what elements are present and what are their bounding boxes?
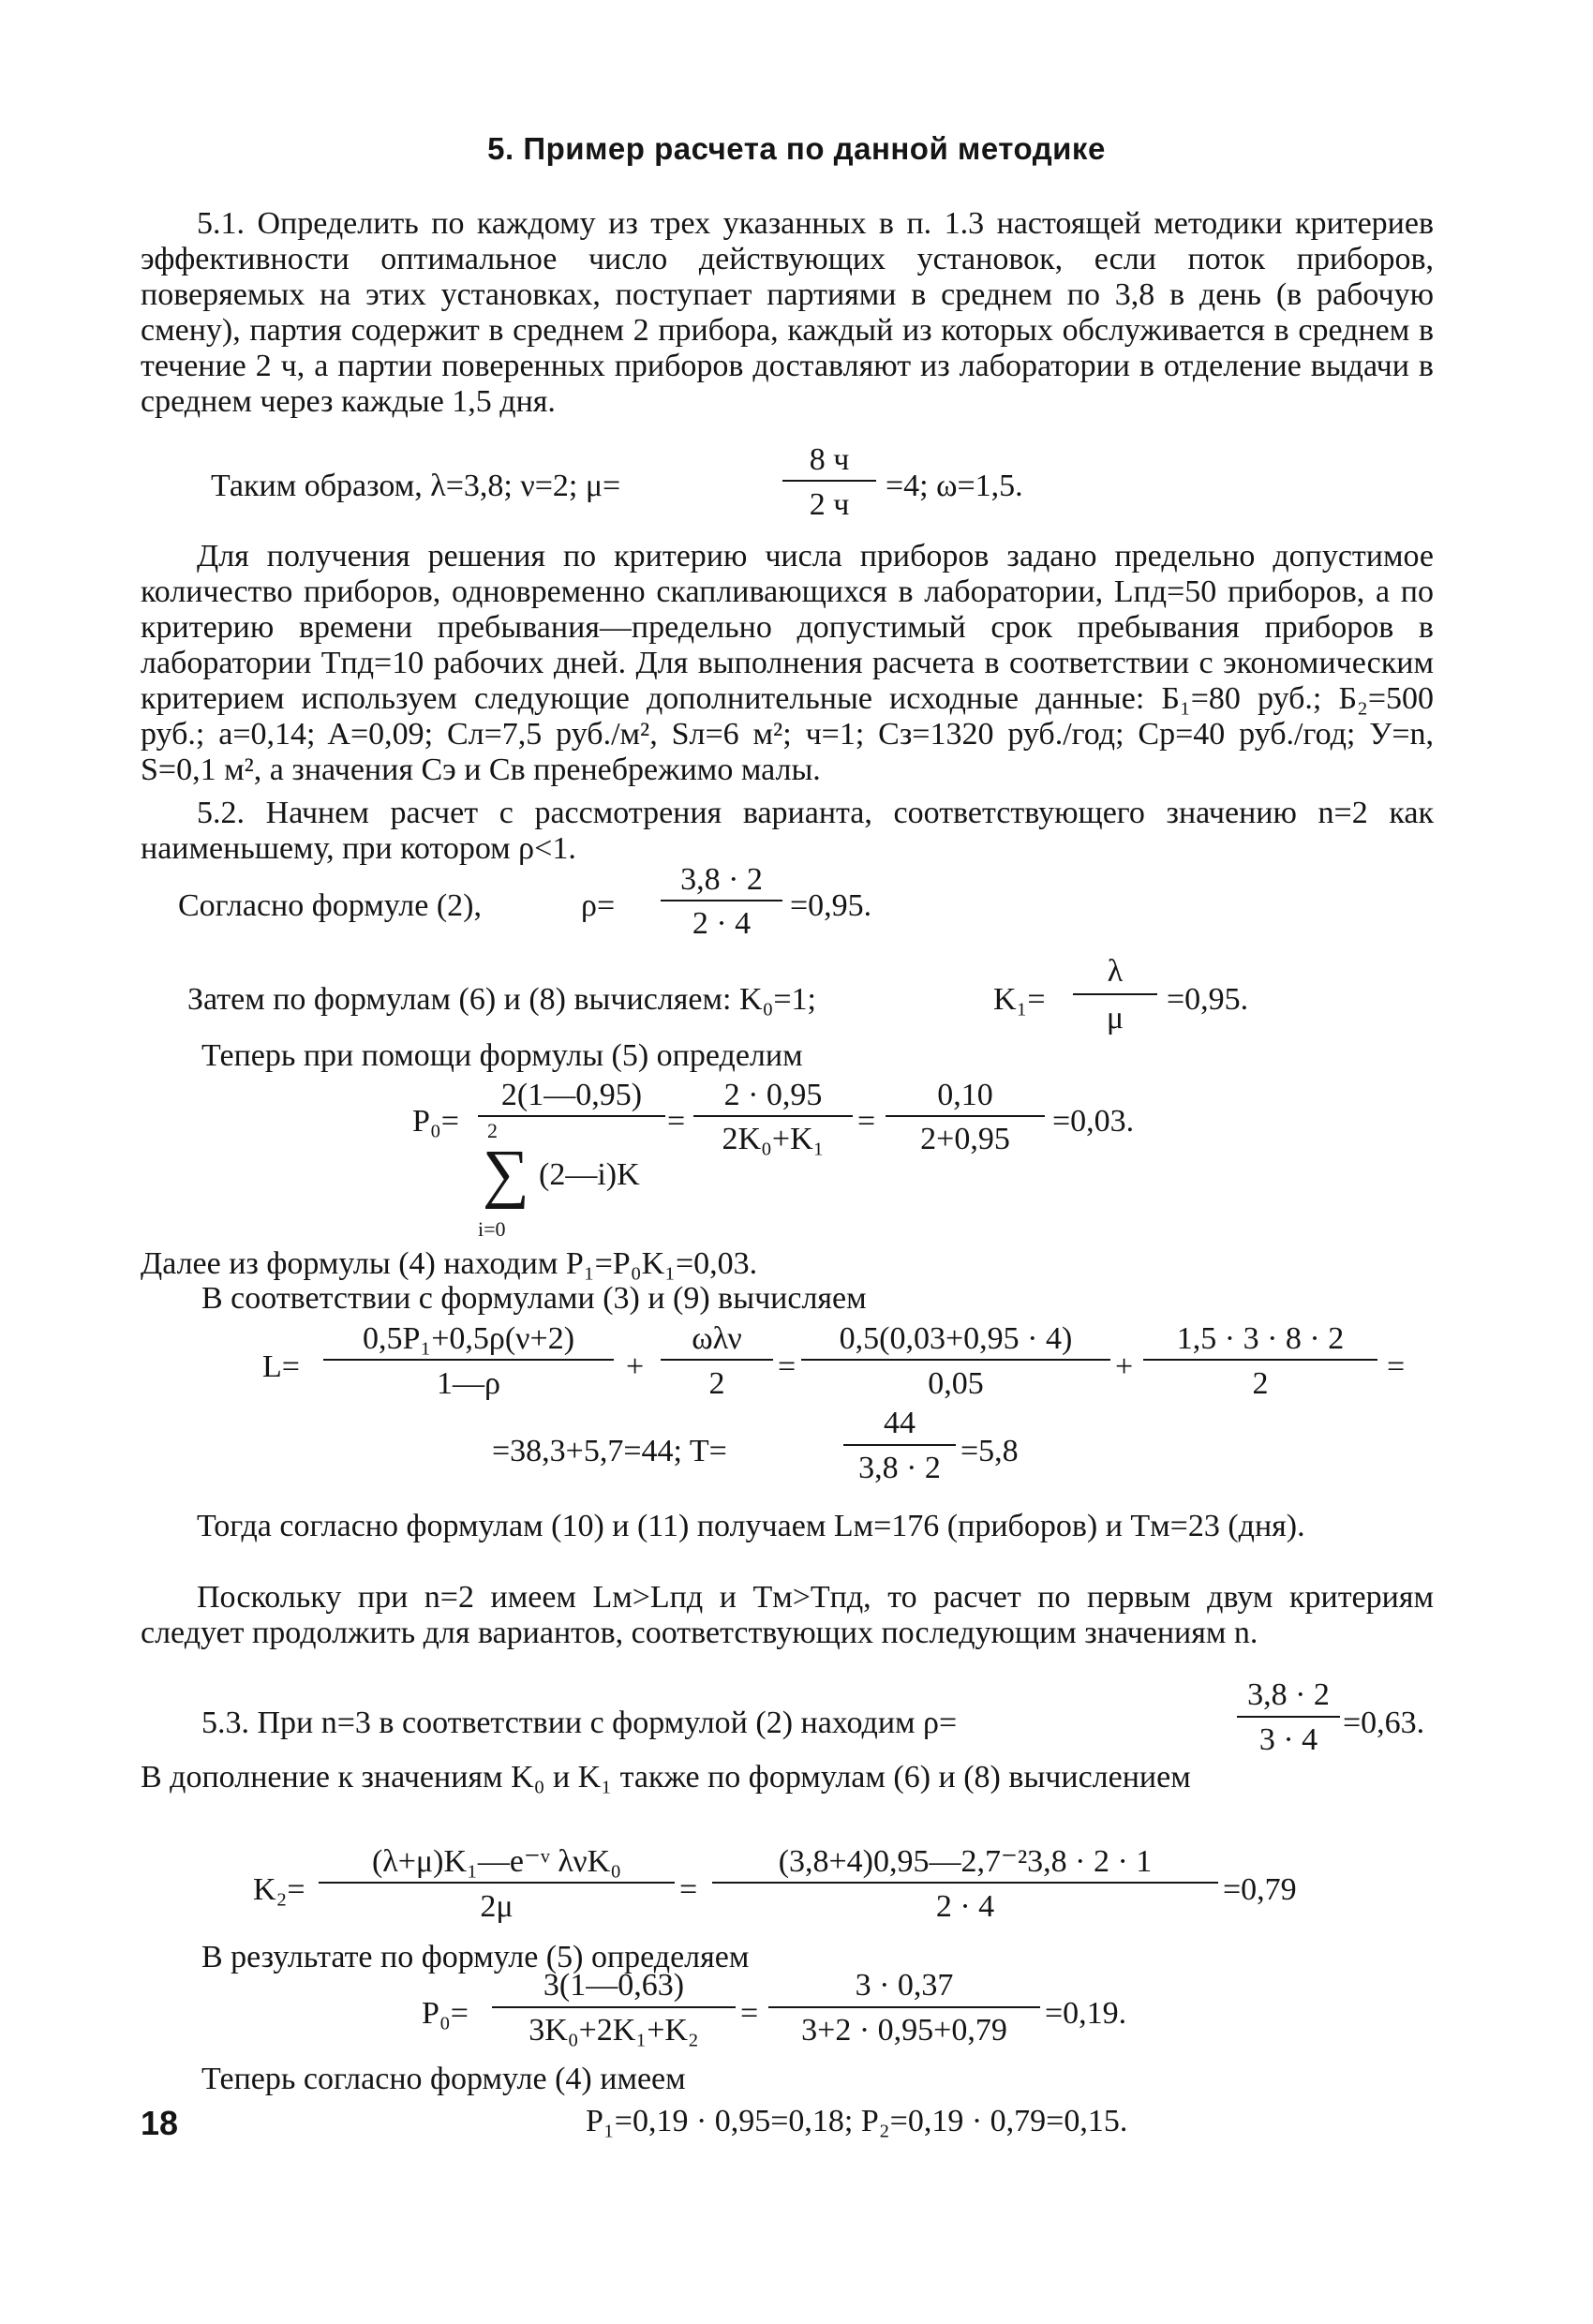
paragraph-5-2-start: 5.2. Начнем расчет с рассмотрения варианта, соответствующего значению n=2 как наименьшему, при котором ρ<1. xyxy=(141,796,1434,866)
text-p1: Далее из формулы (4) находим P₁=P₀K₁=0,03. xyxy=(141,1246,758,1281)
text-formula-4: Теперь согласно формуле (4) имеем xyxy=(201,2062,686,2096)
eq6-fraction-bar xyxy=(843,1444,956,1446)
eq8-fraction-bar-1 xyxy=(319,1882,675,1884)
page-number: 18 xyxy=(141,2104,179,2142)
eq5-numerator-3: 0,5(0,03+0,95 · 4) xyxy=(839,1321,1073,1356)
eq5-numerator-2: ωλν xyxy=(692,1321,742,1356)
text-continue-criteria: Поскольку при n=2 имеем Lм>Lпд и Tм>Tпд, то расчет по первым двум критериям следует продолжить для вариантов, соответствующих последующим значениям n. xyxy=(141,1580,1434,1650)
eq3-numerator: λ xyxy=(1107,954,1124,989)
text-formulas-3-9: В соответствии с формулами (3) и (9) вычисляем xyxy=(201,1281,867,1316)
eq5-plus-2: + xyxy=(1115,1349,1134,1384)
eq4-sum-lower: i=0 xyxy=(478,1217,506,1241)
eq5-fraction-bar-4 xyxy=(1143,1359,1377,1361)
eq9-numerator-2: 3 · 0,37 xyxy=(855,1968,954,2003)
eq4-sum-upper: 2 xyxy=(487,1119,498,1142)
eq2-lead: Согласно формуле (2), xyxy=(178,888,482,923)
eq4-numerator-2: 2 · 0,95 xyxy=(723,1078,823,1112)
eq9-fraction-bar-1 xyxy=(492,2006,736,2008)
eq9-p0: P₀= xyxy=(422,1996,469,2031)
eq2-denominator: 2 · 4 xyxy=(692,906,752,941)
eq5-denominator-3: 0,05 xyxy=(928,1366,984,1401)
eq4-p0: P₀= xyxy=(412,1104,459,1139)
eq1-denominator: 2 ч xyxy=(809,487,850,522)
eq4-equals-2: = xyxy=(857,1104,876,1139)
eq9-numerator-1: 3(1—0,63) xyxy=(543,1968,685,2003)
eq9-denominator-1: 3K₀+2K₁+K₂ xyxy=(529,2013,699,2048)
text-results-10-11: Тогда согласно формулам (10) и (11) получаем Lм=176 (приборов) и Tм=23 (дня). xyxy=(197,1509,1305,1543)
eq8-equals: = xyxy=(679,1872,698,1907)
eq3-k1: K₁= xyxy=(993,982,1046,1017)
eq3-denominator: μ xyxy=(1106,1001,1124,1035)
text-formula-5-result: В результате по формуле (5) определяем xyxy=(201,1940,750,1974)
eq6-lead: =38,3+5,7=44; T= xyxy=(492,1434,727,1468)
eq7-lead: 5.3. При n=3 в соответствии с формулой (2) находим ρ= xyxy=(201,1706,958,1740)
eq8-numerator-1: (λ+μ)K₁—e⁻ᵛ λνK₀ xyxy=(371,1844,622,1879)
eq4-numerator-3: 0,10 xyxy=(937,1078,993,1112)
eq4-sum-body: (2—i)K xyxy=(539,1157,640,1192)
eq6-numerator: 44 xyxy=(884,1406,916,1440)
eq5-denominator-4: 2 xyxy=(1252,1366,1269,1401)
eq5-fraction-bar-1 xyxy=(323,1359,614,1361)
eq5-equals: = xyxy=(778,1349,796,1384)
eq8-denominator-2: 2 · 4 xyxy=(935,1889,995,1924)
text-formula-5: Теперь при помощи формулы (5) определим xyxy=(201,1038,803,1073)
eq4-fraction-bar-1 xyxy=(478,1115,665,1117)
eq5-plus-1: + xyxy=(626,1349,645,1384)
eq2-fraction-bar xyxy=(661,900,782,901)
eq5-numerator-4: 1,5 · 3 · 8 · 2 xyxy=(1176,1321,1345,1356)
eq9-fraction-bar-2 xyxy=(768,2006,1040,2008)
eq7-numerator: 3,8 · 2 xyxy=(1247,1677,1330,1712)
eq2-tail: =0,95. xyxy=(790,888,872,923)
eq8-numerator-2: (3,8+4)0,95—2,7⁻²3,8 · 2 · 1 xyxy=(778,1844,1153,1879)
eq3-lead: Затем по формулам (6) и (8) вычисляем: K₀=1; xyxy=(187,982,816,1017)
eq8-denominator-1: 2μ xyxy=(480,1889,514,1924)
eq10-p1-p2: P₁=0,19 · 0,95=0,18; P₂=0,19 · 0,79=0,15. xyxy=(586,2104,1128,2138)
paragraph-5-1: 5.1. Определить по каждому из трех указанных в п. 1.3 настоящей методики критериев эффективности оптимальное число действующих установок, если поток приборов, поверяемых на этих установках, поступает партиями в среднем по 3,8 в день (в рабочую смену), партия содержит в среднем 2 прибора, каждый из которых обслуживается в среднем в течение 2 ч, а партии поверенных приборов доставляют из лаборатории в отделение выдачи в среднем через каждые 1,5 дня. xyxy=(141,206,1434,419)
eq9-equals: = xyxy=(740,1996,759,2031)
paragraph-5-2-data: Для получения решения по критерию числа приборов задано предельно допустимое количество приборов, одновременно скапливающихся в лаборатории, Lпд=50 приборов, а по критерию времени пребывания—предельно допустимый срок пребывания приборов в лаборатории Tпд=10 рабочих дней. Для выполнения расчета в соответствии с экономическим критерием используем следующие дополнительные исходные данные: Б₁=80 руб.; Б₂=500 руб.; a=0,14; A=0,09; Cл=7,5 руб./м², Sл=6 м²; ч=1; Cз=1320 руб./год; Cр=40 руб./год; У=n, S=0,1 м², а значения Cэ и Cв пренебрежимо малы. xyxy=(141,539,1434,787)
eq2-rho: ρ= xyxy=(581,888,616,923)
eq5-denominator-1: 1—ρ xyxy=(437,1366,500,1401)
eq9-tail: =0,19. xyxy=(1045,1996,1127,2031)
eq8-k2: K₂= xyxy=(253,1872,305,1907)
eq4-sum-sign: ∑ xyxy=(483,1138,529,1210)
eq4-tail: =0,03. xyxy=(1052,1104,1135,1139)
eq5-denominator-2: 2 xyxy=(708,1366,725,1401)
eq6-tail: =5,8 xyxy=(960,1434,1019,1468)
eq7-denominator: 3 · 4 xyxy=(1258,1722,1318,1757)
eq7-fraction-bar xyxy=(1237,1716,1340,1718)
eq4-equals-1: = xyxy=(667,1104,686,1139)
eq2-numerator: 3,8 · 2 xyxy=(680,862,763,897)
eq4-numerator-1: 2(1—0,95) xyxy=(500,1078,643,1112)
eq6-denominator: 3,8 · 2 xyxy=(858,1451,941,1485)
eq4-fraction-bar-2 xyxy=(693,1115,853,1117)
eq8-fraction-bar-2 xyxy=(712,1882,1218,1884)
eq3-fraction-bar xyxy=(1073,993,1157,995)
eq5-fraction-bar-3 xyxy=(801,1359,1110,1361)
eq5-fraction-bar-2 xyxy=(661,1359,773,1361)
eq4-denominator-2: 2K₀+K₁ xyxy=(722,1122,825,1156)
text-addition-k0-k1: В дополнение к значениям K₀ и K₁ также по формулам (6) и (8) вычислением xyxy=(141,1760,1191,1795)
eq1-tail: =4; ω=1,5. xyxy=(886,469,1023,503)
eq5-numerator-1: 0,5P₁+0,5ρ(ν+2) xyxy=(362,1321,575,1356)
eq4-denominator-3: 2+0,95 xyxy=(920,1122,1010,1156)
eq9-denominator-2: 3+2 · 0,95+0,79 xyxy=(801,2013,1007,2048)
eq8-tail: =0,79 xyxy=(1223,1872,1297,1907)
eq5-equals-end: = xyxy=(1387,1349,1406,1384)
section-heading: 5. Пример расчета по данной методике xyxy=(487,131,1106,166)
eq3-tail: =0,95. xyxy=(1167,982,1249,1017)
eq5-L: L= xyxy=(262,1349,300,1384)
eq1-numerator: 8 ч xyxy=(809,442,850,477)
eq7-tail: =0,63. xyxy=(1343,1706,1425,1740)
eq1-fraction-bar xyxy=(782,480,876,482)
eq1-lead: Таким образом, λ=3,8; ν=2; μ= xyxy=(211,469,621,503)
eq4-fraction-bar-3 xyxy=(886,1115,1045,1117)
